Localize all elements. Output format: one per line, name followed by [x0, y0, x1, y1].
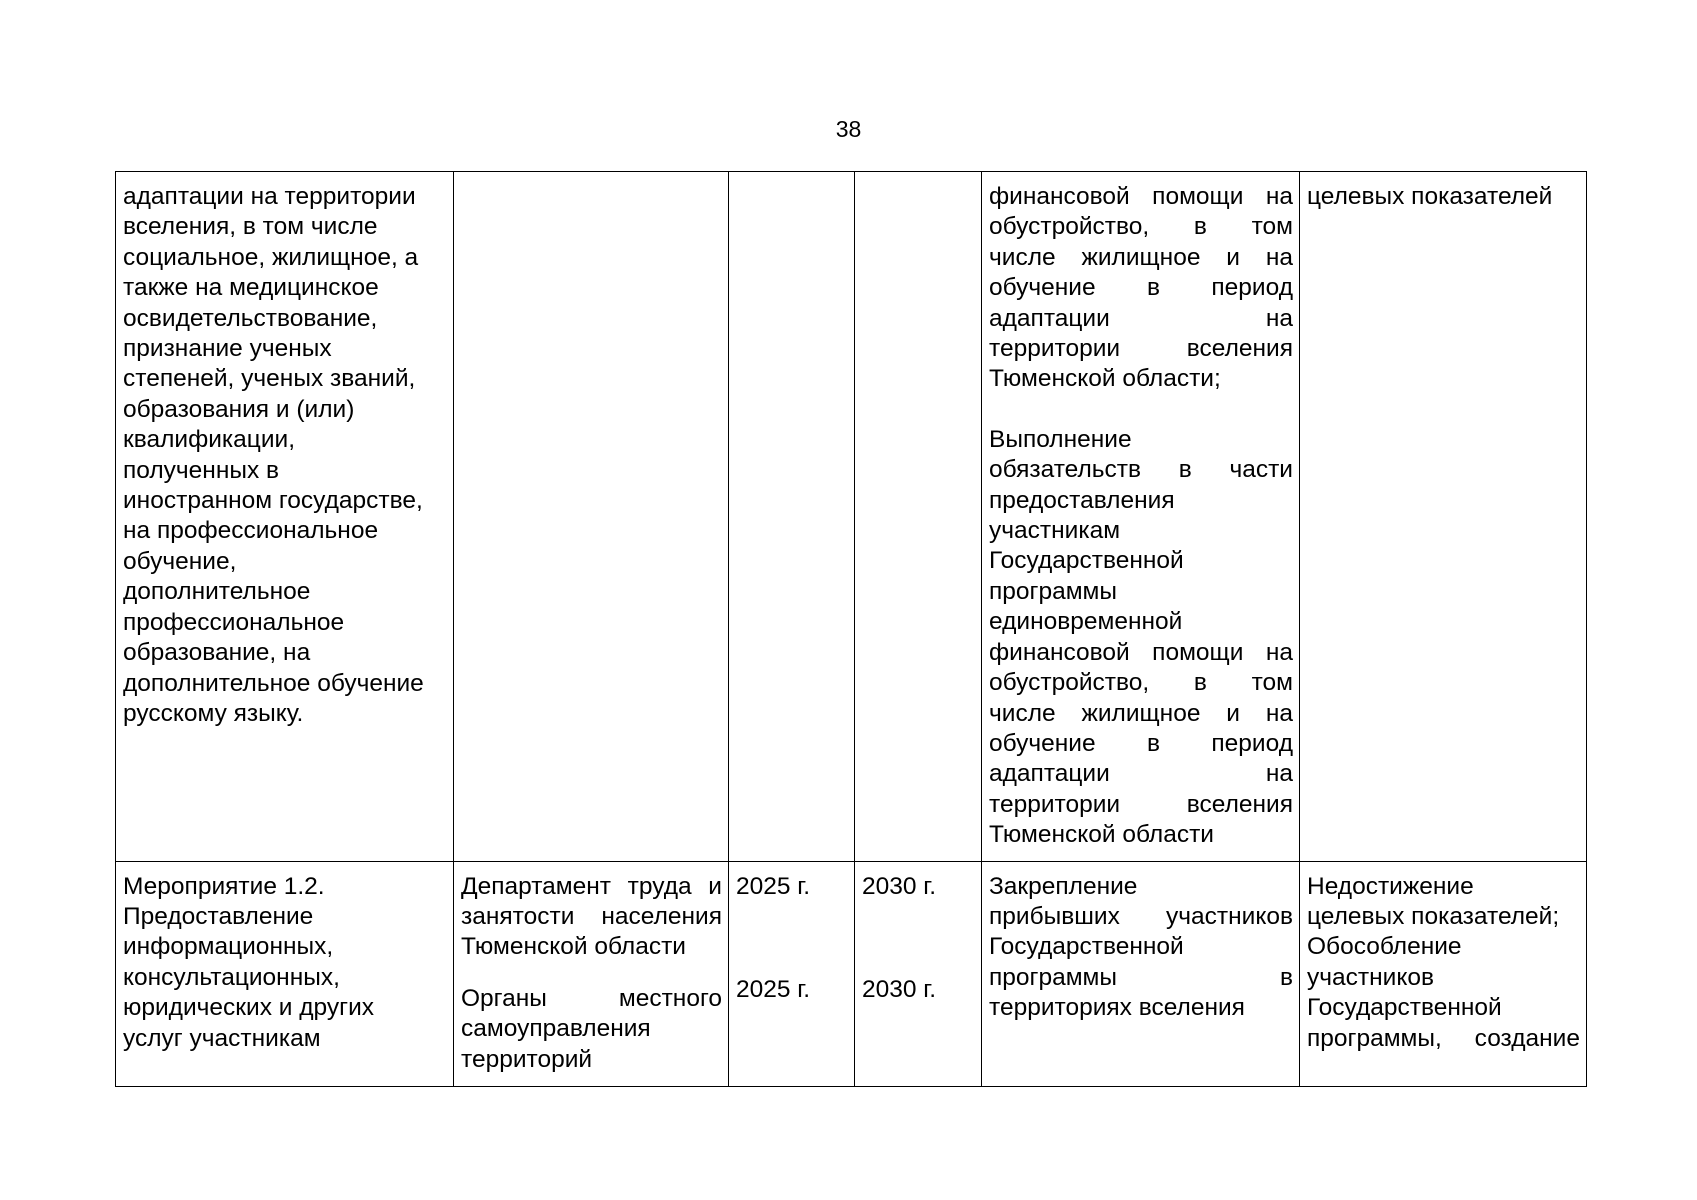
text-line: Тюменской области [461, 933, 686, 961]
text-line: полученных в [123, 456, 280, 484]
text-line: адаптации на территории [123, 183, 416, 210]
page-number: 38 [835, 116, 862, 142]
text-line: участникам [989, 517, 1121, 545]
text-line: Государственной [989, 933, 1184, 961]
text-line: также на медицинское [123, 274, 379, 302]
text-line: числе жилищное и на [989, 699, 1293, 727]
text-line: иностранном государстве, [123, 487, 423, 515]
text-line: Государственной [989, 547, 1184, 575]
measure-description-text [123, 182, 447, 729]
consequences-text [1307, 182, 1580, 212]
text-line: признание ученых [123, 335, 332, 363]
text-line: образование, на [123, 639, 311, 667]
text-line: Органы местного [461, 984, 722, 1012]
text-line: финансовой помощи на [989, 183, 1293, 210]
text-line: программы [989, 577, 1118, 605]
text-line: на профессиональное [123, 517, 379, 545]
text-line: информационных, [123, 933, 334, 961]
end-date-local-authorities: 2030 г. [862, 975, 937, 1003]
text-line: Предоставление [123, 902, 314, 930]
text-line: единовременной [989, 608, 1183, 636]
text-line: программы, создание [1307, 1024, 1580, 1052]
measure-description-cell [116, 861, 454, 1086]
text-line: целевых показателей [1307, 183, 1553, 210]
text-line: вселения, в том числе [123, 213, 378, 241]
consequences-cell [1300, 172, 1587, 862]
start-date-department: 2025 г. [736, 872, 811, 900]
text-line: обучение в период [989, 729, 1293, 757]
text-line: предоставления [989, 486, 1175, 514]
text-line: дополнительное [123, 578, 311, 606]
text-line: юридических и других [123, 994, 375, 1022]
text-line: услуг участникам [123, 1024, 321, 1052]
text-line: прибывших участников [989, 902, 1293, 930]
text-line: профессиональное [123, 608, 345, 636]
start-date-cell [729, 172, 855, 862]
expected-result-paragraph-2 [989, 425, 1293, 851]
end-date-cell [855, 861, 982, 1086]
start-date-cell [729, 861, 855, 1086]
text-line: русскому языку. [123, 699, 304, 727]
executor-department [461, 872, 722, 963]
executor-local-authorities [461, 984, 722, 1075]
table-row [116, 861, 1587, 1086]
text-line: обустройство, в том [989, 669, 1293, 697]
text-line: Департамент труда и [461, 872, 722, 900]
text-line: целевых показателей; [1307, 902, 1560, 930]
text-line: Мероприятие 1.2. [123, 872, 325, 900]
end-date-cell [855, 172, 982, 862]
text-line: Выполнение [989, 425, 1132, 453]
text-line: числе жилищное и на [989, 243, 1293, 271]
responsible-executor-cell [454, 172, 729, 862]
responsible-executor-cell [454, 861, 729, 1086]
text-line: дополнительное обучение [123, 669, 424, 697]
text-line: территории вселения [989, 335, 1293, 363]
text-line: территорий [461, 1045, 593, 1073]
text-line: территориях вселения [989, 994, 1245, 1022]
text-line: степеней, ученых званий, [123, 365, 416, 393]
measure-description-cell [116, 172, 454, 862]
text-line: участников [1307, 963, 1434, 991]
expected-result-text [989, 872, 1293, 1024]
expected-result-cell [982, 861, 1300, 1086]
text-line: освидетельствование, [123, 304, 378, 332]
text-line: занятости населения [461, 902, 722, 930]
text-line: адаптации на [989, 304, 1293, 332]
text-line: обучение, [123, 547, 237, 575]
text-line: Тюменской области [989, 821, 1214, 849]
expected-result-paragraph-1 [989, 182, 1293, 395]
text-line: Обособление [1307, 933, 1462, 961]
measures-table [115, 171, 1587, 1087]
text-line: финансовой помощи на [989, 638, 1293, 666]
consequences-text [1307, 872, 1580, 1054]
text-line: образования и (или) [123, 395, 355, 423]
text-line: обучение в период [989, 274, 1293, 302]
text-line: Государственной [1307, 994, 1502, 1022]
text-line: Недостижение [1307, 872, 1474, 900]
text-line: территории вселения [989, 790, 1293, 818]
text-line: обустройство, в том [989, 213, 1293, 241]
text-line: обязательств в части [989, 456, 1293, 484]
text-line: самоуправления [461, 1015, 651, 1043]
end-date-department: 2030 г. [862, 872, 937, 900]
text-line: Закрепление [989, 872, 1138, 900]
text-line: Тюменской области; [989, 365, 1221, 393]
text-line: социальное, жилищное, а [123, 243, 419, 271]
table-row [116, 172, 1587, 862]
measure-description-text [123, 872, 447, 1054]
expected-result-cell [982, 172, 1300, 862]
start-date-local-authorities: 2025 г. [736, 975, 811, 1003]
consequences-cell [1300, 861, 1587, 1086]
text-line: адаптации на [989, 760, 1293, 788]
text-line: программы в [989, 963, 1293, 991]
text-line: консультационных, [123, 963, 340, 991]
text-line: квалификации, [123, 426, 296, 454]
